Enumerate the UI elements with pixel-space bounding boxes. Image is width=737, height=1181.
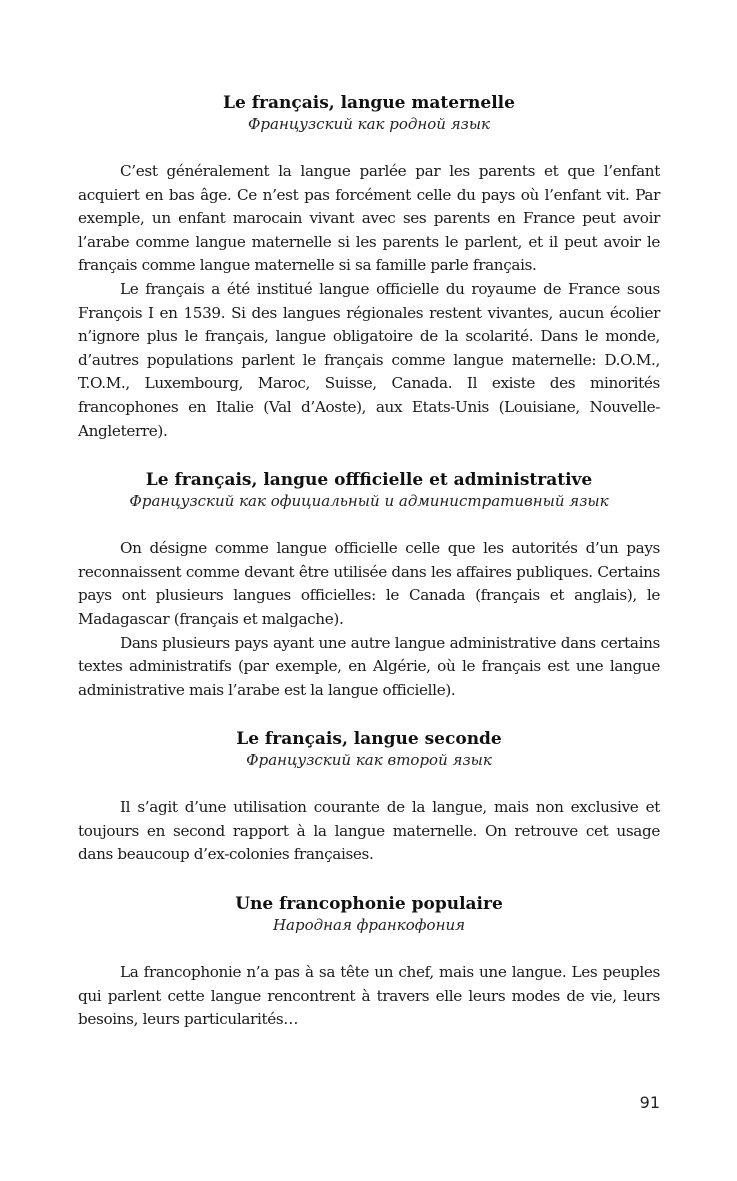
page-number: 91	[639, 1093, 660, 1112]
paragraph: Dans plusieurs pays ayant une autre langue administrative dans certains textes administratifs (par exemple, en Algérie, où le français est une langue administrative mais l’arabe est la langue officielle).	[78, 633, 660, 699]
section-spacer	[78, 702, 660, 728]
section-langue-officielle	[78, 469, 660, 702]
section-spacer	[78, 443, 660, 469]
section-spacer	[78, 867, 660, 893]
page-content	[78, 92, 660, 1032]
section-title: Le français, langue seconde	[236, 729, 502, 750]
section-title: Le français, langue offficielle et administrative	[145, 470, 593, 491]
section-title: Le français, langue maternelle	[223, 93, 515, 113]
section-francophonie-populaire	[78, 893, 660, 1032]
section-langue-seconde	[78, 728, 660, 867]
section-title: Une francophonie populaire	[235, 894, 503, 915]
section-subtitle: Французский как официальный и административный язык	[129, 492, 609, 511]
paragraph: La francophonie n’a pas à sa tête un chef, mais une langue. Les peuples qui parlent cette langue rencontrent à travers elle leurs modes de vie, leurs besoins, leurs particularités…	[78, 963, 660, 1029]
paragraph: C’est généralement la langue parlée par les parents et que l’enfant acquiert en bas âge. Ce n’est pas forcément celle du pays où l’enfant vit. Par exemple, un enfant marocain vivant avec ses parents en France peut avoir l’arabe comme langue maternelle si les parents le parlent, et il peut avoir le français comme langue maternelle si sa famille parle français.	[78, 162, 660, 275]
section-subtitle: Французский как родной язык	[247, 115, 491, 133]
section-subtitle: Французский как второй язык	[246, 751, 492, 770]
paragraph: Il s’agit d’une utilisation courante de la langue, mais non exclusive et toujours en second rapport à la langue maternelle. On retrouve cet usage dans beaucoup d’ex-colonies françaises.	[78, 798, 660, 864]
paragraph: On désigne comme langue officielle celle que les autorités d’un pays reconnaissent comme devant être utilisée dans les affaires publiques. Certains pays ont plusieurs langues officielles: le Canada (français et anglais), le Madagascar (français et malgache).	[78, 539, 660, 628]
paragraph: Le français a été institué langue officielle du royaume de France sous François I en 1539. Si des langues régionales restent vivantes, aucun écolier n’ignore plus le français, langue obligatoire de la scolarité. Dans le monde, d’autres populations parlent le français comme langue maternelle: D.O.M., T.O.M., Luxembourg, Maroc, Suisse, Canada. Il existe des minorités francophones en Italie (Val d’Aoste), aux Etats-Unis (Louisiane, Nouvelle-Angleterre).	[78, 279, 660, 440]
section-subtitle: Народная франкофония	[272, 916, 466, 935]
section-langue-maternelle	[78, 92, 660, 443]
